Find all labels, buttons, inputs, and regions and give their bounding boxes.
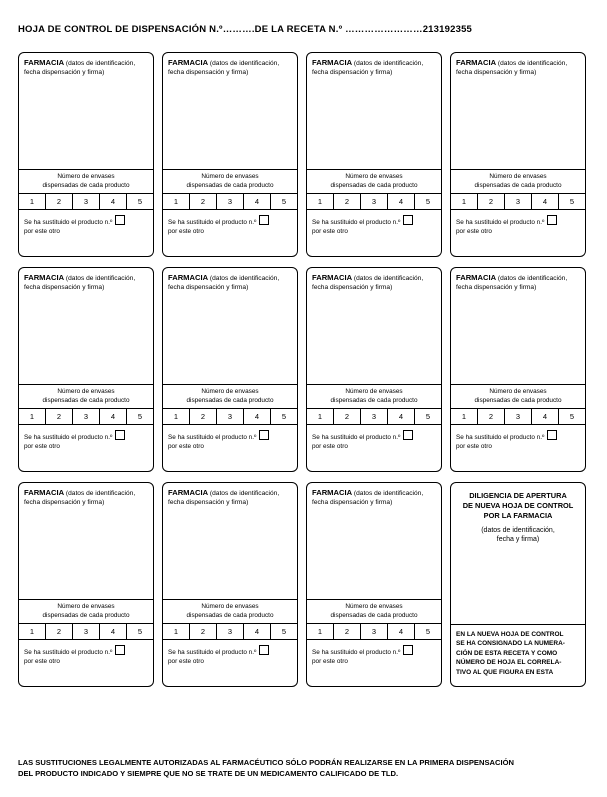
package-count-line1: Número de envases bbox=[345, 388, 403, 396]
package-count-line2: dispensadas de cada producto bbox=[186, 396, 274, 404]
package-number-option[interactable]: 3 bbox=[361, 624, 388, 639]
pharmacy-identification-area[interactable] bbox=[163, 268, 297, 384]
package-number-option[interactable]: 1 bbox=[307, 409, 334, 424]
diligencia-subtitle-line1: (datos de identificación, bbox=[481, 526, 555, 534]
package-count-header bbox=[163, 169, 297, 193]
package-number-row bbox=[163, 408, 297, 425]
substitution-text-line2: por este otro bbox=[312, 442, 348, 450]
pharmacy-label-detail: (datos de identificación, fecha dispensación y firma) bbox=[456, 60, 568, 76]
package-number-option[interactable]: 4 bbox=[388, 194, 415, 209]
package-number-option[interactable]: 4 bbox=[100, 624, 127, 639]
substitution-checkbox[interactable] bbox=[547, 430, 557, 440]
pharmacy-label-detail: (datos de identificación, fecha dispensación y firma) bbox=[24, 490, 136, 506]
package-number-option[interactable]: 5 bbox=[425, 197, 431, 206]
package-number-option[interactable]: 4 bbox=[388, 409, 415, 424]
substitution-area[interactable] bbox=[163, 210, 297, 256]
package-count-header bbox=[451, 169, 585, 193]
pharmacy-cell[interactable] bbox=[306, 52, 442, 257]
footer-line1: LAS SUSTITUCIONES LEGALMENTE AUTORIZADAS AL FARMACÉUTICO SÓLO PODRÁN REALIZARSE EN LA PRIMERA DISPENSACIÓN bbox=[18, 758, 515, 767]
package-number-option[interactable]: 4 bbox=[244, 194, 271, 209]
package-number-option[interactable]: 2 bbox=[334, 409, 361, 424]
package-number-option[interactable]: 5 bbox=[137, 627, 143, 636]
substitution-text: Se ha sustituido el producto n.º bbox=[168, 219, 257, 226]
package-count-line2: dispensadas de cada producto bbox=[330, 181, 418, 189]
control-grid bbox=[18, 52, 589, 697]
package-number-option[interactable]: 5 bbox=[281, 197, 287, 206]
substitution-text: Se ha sustituido el producto n.º bbox=[312, 219, 401, 226]
footer-line2: DEL PRODUCTO INDICADO Y SIEMPRE QUE NO SE TRATE DE UN MEDICAMENTO CALIFICADO DE TLD. bbox=[18, 769, 399, 778]
pharmacy-cell[interactable] bbox=[306, 482, 442, 687]
package-count-line1: Número de envases bbox=[345, 173, 403, 181]
package-number-option[interactable]: 3 bbox=[505, 409, 532, 424]
package-number-option[interactable]: 4 bbox=[388, 624, 415, 639]
substitution-area[interactable] bbox=[307, 210, 441, 256]
substitution-text-line2: por este otro bbox=[168, 442, 204, 450]
substitution-text-line2: por este otro bbox=[24, 442, 60, 450]
pharmacy-cell[interactable] bbox=[306, 267, 442, 472]
pharmacy-label-detail: (datos de identificación, fecha dispensación y firma) bbox=[24, 275, 136, 291]
substitution-area[interactable] bbox=[163, 425, 297, 471]
package-number-option[interactable]: 1 bbox=[451, 194, 478, 209]
package-number-option[interactable]: 1 bbox=[19, 409, 46, 424]
package-number-option[interactable]: 5 bbox=[569, 197, 575, 206]
package-number-option[interactable]: 2 bbox=[46, 624, 73, 639]
substitution-checkbox[interactable] bbox=[403, 215, 413, 225]
package-number-row bbox=[163, 193, 297, 210]
substitution-checkbox[interactable] bbox=[403, 645, 413, 655]
pharmacy-label: FARMACIA bbox=[456, 58, 497, 67]
package-count-header bbox=[163, 599, 297, 623]
substitution-text: Se ha sustituido el producto n.º bbox=[24, 649, 113, 656]
package-number-option[interactable]: 3 bbox=[361, 194, 388, 209]
diligencia-note-line3: CIÓN DE ESTA RECETA Y COMO bbox=[456, 649, 558, 657]
package-number-option[interactable]: 2 bbox=[190, 409, 217, 424]
pharmacy-label: FARMACIA bbox=[312, 488, 353, 497]
pharmacy-label: FARMACIA bbox=[312, 58, 353, 67]
package-number-option[interactable]: 5 bbox=[137, 197, 143, 206]
package-number-row bbox=[163, 623, 297, 640]
diligencia-title-line2: DE NUEVA HOJA DE CONTROL bbox=[462, 500, 574, 510]
package-number-row bbox=[307, 623, 441, 640]
pharmacy-identification-area[interactable] bbox=[19, 483, 153, 599]
pharmacy-label: FARMACIA bbox=[312, 273, 353, 282]
pharmacy-label: FARMACIA bbox=[168, 58, 209, 67]
substitution-checkbox[interactable] bbox=[115, 215, 125, 225]
substitution-text: Se ha sustituido el producto n.º bbox=[456, 219, 545, 226]
pharmacy-label: FARMACIA bbox=[168, 488, 209, 497]
diligencia-header bbox=[451, 483, 585, 624]
pharmacy-label-detail: (datos de identificación, fecha dispensación y firma) bbox=[312, 275, 424, 291]
package-number-option[interactable]: 2 bbox=[190, 624, 217, 639]
package-number-row bbox=[307, 408, 441, 425]
pharmacy-cell[interactable] bbox=[18, 482, 154, 687]
substitution-checkbox[interactable] bbox=[547, 215, 557, 225]
package-number-row bbox=[451, 193, 585, 210]
package-count-line2: dispensadas de cada producto bbox=[42, 181, 130, 189]
package-number-option[interactable]: 5 bbox=[569, 412, 575, 421]
package-number-option[interactable]: 5 bbox=[425, 412, 431, 421]
package-number-option[interactable]: 3 bbox=[217, 624, 244, 639]
package-count-line1: Número de envases bbox=[201, 173, 259, 181]
package-number-row bbox=[19, 193, 153, 210]
package-number-row bbox=[19, 623, 153, 640]
substitution-text: Se ha sustituido el producto n.º bbox=[456, 434, 545, 441]
package-number-option[interactable]: 4 bbox=[532, 409, 559, 424]
pharmacy-label: FARMACIA bbox=[24, 488, 65, 497]
diligencia-note-line2: SE HA CONSIGNADO LA NUMERA- bbox=[456, 640, 565, 648]
substitution-checkbox[interactable] bbox=[259, 215, 269, 225]
package-number-row bbox=[19, 408, 153, 425]
package-number-option[interactable]: 3 bbox=[73, 409, 100, 424]
substitution-text-line2: por este otro bbox=[312, 657, 348, 665]
substitution-text: Se ha sustituido el producto n.º bbox=[24, 219, 113, 226]
package-number-row bbox=[307, 193, 441, 210]
pharmacy-cell[interactable] bbox=[162, 52, 298, 257]
package-number-option[interactable]: 4 bbox=[244, 624, 271, 639]
substitution-text-line2: por este otro bbox=[24, 657, 60, 665]
package-count-header bbox=[19, 599, 153, 623]
package-number-option[interactable]: 5 bbox=[137, 412, 143, 421]
substitution-text: Se ha sustituido el producto n.º bbox=[312, 649, 401, 656]
substitution-text: Se ha sustituido el producto n.º bbox=[24, 434, 113, 441]
package-number-option[interactable]: 2 bbox=[334, 194, 361, 209]
package-number-option[interactable]: 1 bbox=[163, 409, 190, 424]
package-count-header bbox=[307, 169, 441, 193]
package-count-header bbox=[307, 384, 441, 408]
package-number-option[interactable]: 4 bbox=[100, 194, 127, 209]
package-count-header bbox=[163, 384, 297, 408]
package-count-line1: Número de envases bbox=[201, 603, 259, 611]
package-number-option[interactable]: 2 bbox=[46, 409, 73, 424]
substitution-area[interactable] bbox=[19, 640, 153, 686]
pharmacy-label-detail: (datos de identificación, fecha dispensación y firma) bbox=[312, 490, 424, 506]
diligencia-note bbox=[451, 624, 585, 686]
package-count-line1: Número de envases bbox=[57, 388, 115, 396]
substitution-checkbox[interactable] bbox=[259, 645, 269, 655]
pharmacy-cell[interactable] bbox=[450, 267, 586, 472]
package-number-option[interactable]: 3 bbox=[217, 409, 244, 424]
substitution-area[interactable] bbox=[451, 425, 585, 471]
substitution-checkbox[interactable] bbox=[259, 430, 269, 440]
package-count-line1: Número de envases bbox=[57, 603, 115, 611]
substitution-area[interactable] bbox=[19, 210, 153, 256]
pharmacy-label-detail: (datos de identificación, fecha dispensación y firma) bbox=[24, 60, 136, 76]
diligencia-note-line4: NÚMERO DE HOJA EL CORRELA- bbox=[456, 659, 562, 667]
package-count-header bbox=[19, 169, 153, 193]
grid-row bbox=[18, 482, 589, 687]
pharmacy-cell[interactable] bbox=[162, 482, 298, 687]
package-number-option[interactable]: 1 bbox=[19, 624, 46, 639]
package-number-option[interactable]: 3 bbox=[217, 194, 244, 209]
pharmacy-label-detail: (datos de identificación, fecha dispensación y firma) bbox=[168, 60, 280, 76]
page-title: HOJA DE CONTROL DE DISPENSACIÓN N.º……….DE LA RECETA N.º ……………………213192355 bbox=[18, 24, 473, 35]
diligencia-note-line5: TIVO AL QUE FIGURA EN ESTA bbox=[456, 668, 554, 676]
substitution-text-line2: por este otro bbox=[168, 227, 204, 235]
package-count-line2: dispensadas de cada producto bbox=[330, 611, 418, 619]
package-number-option[interactable]: 1 bbox=[163, 194, 190, 209]
package-count-line1: Número de envases bbox=[489, 388, 547, 396]
pharmacy-cell[interactable] bbox=[450, 52, 586, 257]
substitution-text-line2: por este otro bbox=[312, 227, 348, 235]
substitution-area[interactable] bbox=[307, 425, 441, 471]
substitution-text: Se ha sustituido el producto n.º bbox=[312, 434, 401, 441]
substitution-area[interactable] bbox=[163, 640, 297, 686]
pharmacy-label-detail: (datos de identificación, fecha dispensación y firma) bbox=[312, 60, 424, 76]
package-number-option[interactable]: 5 bbox=[281, 627, 287, 636]
package-number-option[interactable]: 5 bbox=[425, 627, 431, 636]
package-count-line2: dispensadas de cada producto bbox=[330, 396, 418, 404]
package-count-line2: dispensadas de cada producto bbox=[186, 611, 274, 619]
pharmacy-label: FARMACIA bbox=[456, 273, 497, 282]
pharmacy-cell[interactable] bbox=[18, 52, 154, 257]
package-count-header bbox=[307, 599, 441, 623]
package-number-row bbox=[451, 408, 585, 425]
package-number-option[interactable]: 1 bbox=[307, 194, 334, 209]
pharmacy-cell[interactable] bbox=[162, 267, 298, 472]
pharmacy-identification-area[interactable] bbox=[307, 268, 441, 384]
grid-row bbox=[18, 267, 589, 472]
package-count-line2: dispensadas de cada producto bbox=[474, 181, 562, 189]
pharmacy-identification-area[interactable] bbox=[163, 483, 297, 599]
pharmacy-label-detail: (datos de identificación, fecha dispensación y firma) bbox=[456, 275, 568, 291]
new-sheet-opening-cell[interactable] bbox=[450, 482, 586, 687]
package-number-option[interactable]: 4 bbox=[532, 194, 559, 209]
package-count-line2: dispensadas de cada producto bbox=[186, 181, 274, 189]
package-number-option[interactable]: 3 bbox=[361, 409, 388, 424]
pharmacy-label: FARMACIA bbox=[24, 273, 65, 282]
substitution-checkbox[interactable] bbox=[403, 430, 413, 440]
package-count-header bbox=[451, 384, 585, 408]
footer-note bbox=[18, 757, 589, 779]
substitution-text: Se ha sustituido el producto n.º bbox=[168, 649, 257, 656]
package-count-line2: dispensadas de cada producto bbox=[474, 396, 562, 404]
package-number-option[interactable]: 3 bbox=[505, 194, 532, 209]
package-number-option[interactable]: 2 bbox=[46, 194, 73, 209]
package-number-option[interactable]: 2 bbox=[478, 409, 505, 424]
diligencia-title-line3: POR LA FARMACIA bbox=[483, 510, 553, 520]
package-number-option[interactable]: 2 bbox=[334, 624, 361, 639]
substitution-checkbox[interactable] bbox=[115, 645, 125, 655]
pharmacy-identification-area[interactable] bbox=[307, 53, 441, 169]
package-count-line1: Número de envases bbox=[201, 388, 259, 396]
package-number-option[interactable]: 1 bbox=[307, 624, 334, 639]
package-count-line2: dispensadas de cada producto bbox=[42, 611, 130, 619]
diligencia-note-line1: EN LA NUEVA HOJA DE CONTROL bbox=[456, 631, 564, 638]
grid-row bbox=[18, 52, 589, 257]
substitution-area[interactable] bbox=[451, 210, 585, 256]
package-number-option[interactable]: 4 bbox=[100, 409, 127, 424]
pharmacy-identification-area[interactable] bbox=[451, 268, 585, 384]
substitution-area[interactable] bbox=[19, 425, 153, 471]
substitution-text-line2: por este otro bbox=[456, 442, 492, 450]
substitution-text-line2: por este otro bbox=[24, 227, 60, 235]
pharmacy-label-detail: (datos de identificación, fecha dispensación y firma) bbox=[168, 275, 280, 291]
package-number-option[interactable]: 2 bbox=[478, 194, 505, 209]
substitution-area[interactable] bbox=[307, 640, 441, 686]
package-count-header bbox=[19, 384, 153, 408]
package-number-option[interactable]: 4 bbox=[244, 409, 271, 424]
package-number-option[interactable]: 5 bbox=[281, 412, 287, 421]
pharmacy-label-detail: (datos de identificación, fecha dispensación y firma) bbox=[168, 490, 280, 506]
pharmacy-label: FARMACIA bbox=[168, 273, 209, 282]
package-number-option[interactable]: 1 bbox=[163, 624, 190, 639]
package-number-option[interactable]: 3 bbox=[73, 194, 100, 209]
diligencia-title-line1: DILIGENCIA DE APERTURA bbox=[469, 491, 567, 500]
package-count-line1: Número de envases bbox=[489, 173, 547, 181]
package-number-option[interactable]: 3 bbox=[73, 624, 100, 639]
pharmacy-identification-area[interactable] bbox=[19, 53, 153, 169]
package-count-line1: Número de envases bbox=[57, 173, 115, 181]
diligencia-subtitle-line2: fecha y firma) bbox=[496, 536, 540, 544]
package-number-option[interactable]: 1 bbox=[19, 194, 46, 209]
pharmacy-identification-area[interactable] bbox=[19, 268, 153, 384]
pharmacy-identification-area[interactable] bbox=[307, 483, 441, 599]
package-number-option[interactable]: 2 bbox=[190, 194, 217, 209]
pharmacy-identification-area[interactable] bbox=[163, 53, 297, 169]
substitution-text-line2: por este otro bbox=[168, 657, 204, 665]
package-count-line1: Número de envases bbox=[345, 603, 403, 611]
substitution-text-line2: por este otro bbox=[456, 227, 492, 235]
pharmacy-label: FARMACIA bbox=[24, 58, 65, 67]
substitution-checkbox[interactable] bbox=[115, 430, 125, 440]
pharmacy-identification-area[interactable] bbox=[451, 53, 585, 169]
package-number-option[interactable]: 1 bbox=[451, 409, 478, 424]
pharmacy-cell[interactable] bbox=[18, 267, 154, 472]
substitution-text: Se ha sustituido el producto n.º bbox=[168, 434, 257, 441]
package-count-line2: dispensadas de cada producto bbox=[42, 396, 130, 404]
